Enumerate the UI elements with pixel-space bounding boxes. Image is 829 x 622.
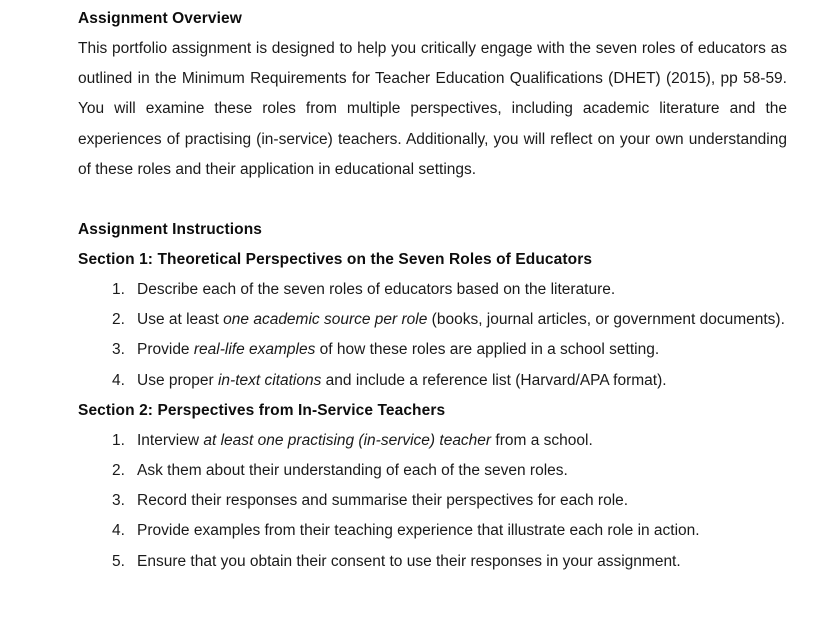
emphasised-text: one academic source per role [223,311,428,329]
list-item-marker: 2. [112,311,125,329]
sections-container [78,245,788,577]
list-item [78,516,788,546]
list-item [78,486,788,516]
list-item-marker: 4. [112,522,125,540]
list-item-text [137,335,788,365]
list-item [78,366,788,396]
assignment-instructions-heading: Assignment Instructions [78,221,263,239]
assignment-overview-paragraph: This portfolio assignment is designed to help you critically engage with the seven roles of educators as outlined in the Minimum Requirements for Teacher Education Qualifications (DHET) (2015), pp 58-59. You will examine these roles from multiple perspectives, including academic literature and the experiences of practising (in-service) teachers. Additionally, you will reflect on your own understanding of these roles and their application in educational settings. [78,40,787,178]
list-item-marker: 1. [112,431,125,449]
list-item-text [137,275,788,305]
list-item-marker: 5. [112,552,125,570]
list-item [78,456,788,486]
list-item-text [137,366,788,396]
list-item-text [137,456,788,486]
list-item [78,426,788,456]
list-item-text [137,516,788,546]
list-item [78,547,788,577]
list-item-marker: 1. [112,281,125,299]
section-heading: Section 1: Theoretical Perspectives on the Seven Roles of Educators [78,251,593,269]
list-item-marker: 3. [112,341,125,359]
list-item [78,305,788,335]
list-item-text [137,547,788,577]
plain-text: Provide [137,341,194,359]
list-item [78,275,788,305]
plain-text: Use proper [137,371,218,389]
emphasised-text: real-life examples [193,341,316,359]
emphasised-text: at least one practising (in-service) teacher [203,431,492,449]
plain-text: (books, journal articles, or government documents). [427,311,785,329]
paragraph-spacer [78,185,788,215]
section-instruction-list [78,426,788,577]
plain-text: from a school. [491,431,593,449]
list-item-text [137,426,788,456]
list-item-marker: 4. [112,371,125,389]
plain-text: Use at least [137,311,224,329]
plain-text: Provide examples from their teaching experience that illustrate each role in action. [137,522,700,540]
list-item-marker: 2. [112,462,125,480]
section-heading: Section 2: Perspectives from In-Service Teachers [78,401,446,419]
emphasised-text: in-text citations [217,371,322,389]
list-item [78,335,788,365]
section-instruction-list [78,275,788,396]
plain-text: Record their responses and summarise their perspectives for each role. [137,492,629,510]
plain-text: Describe each of the seven roles of educators based on the literature. [137,281,616,299]
plain-text: Ensure that you obtain their consent to use their responses in your assignment. [137,552,681,570]
list-item-text [137,305,788,335]
assignment-overview-heading: Assignment Overview [78,10,242,27]
list-item-text [137,486,788,516]
plain-text: of how these roles are applied in a school setting. [315,341,660,359]
plain-text: Interview [137,431,204,449]
plain-text: Ask them about their understanding of each of the seven roles. [137,462,568,480]
list-item-marker: 3. [112,492,125,510]
plain-text: and include a reference list (Harvard/APA format). [321,371,667,389]
